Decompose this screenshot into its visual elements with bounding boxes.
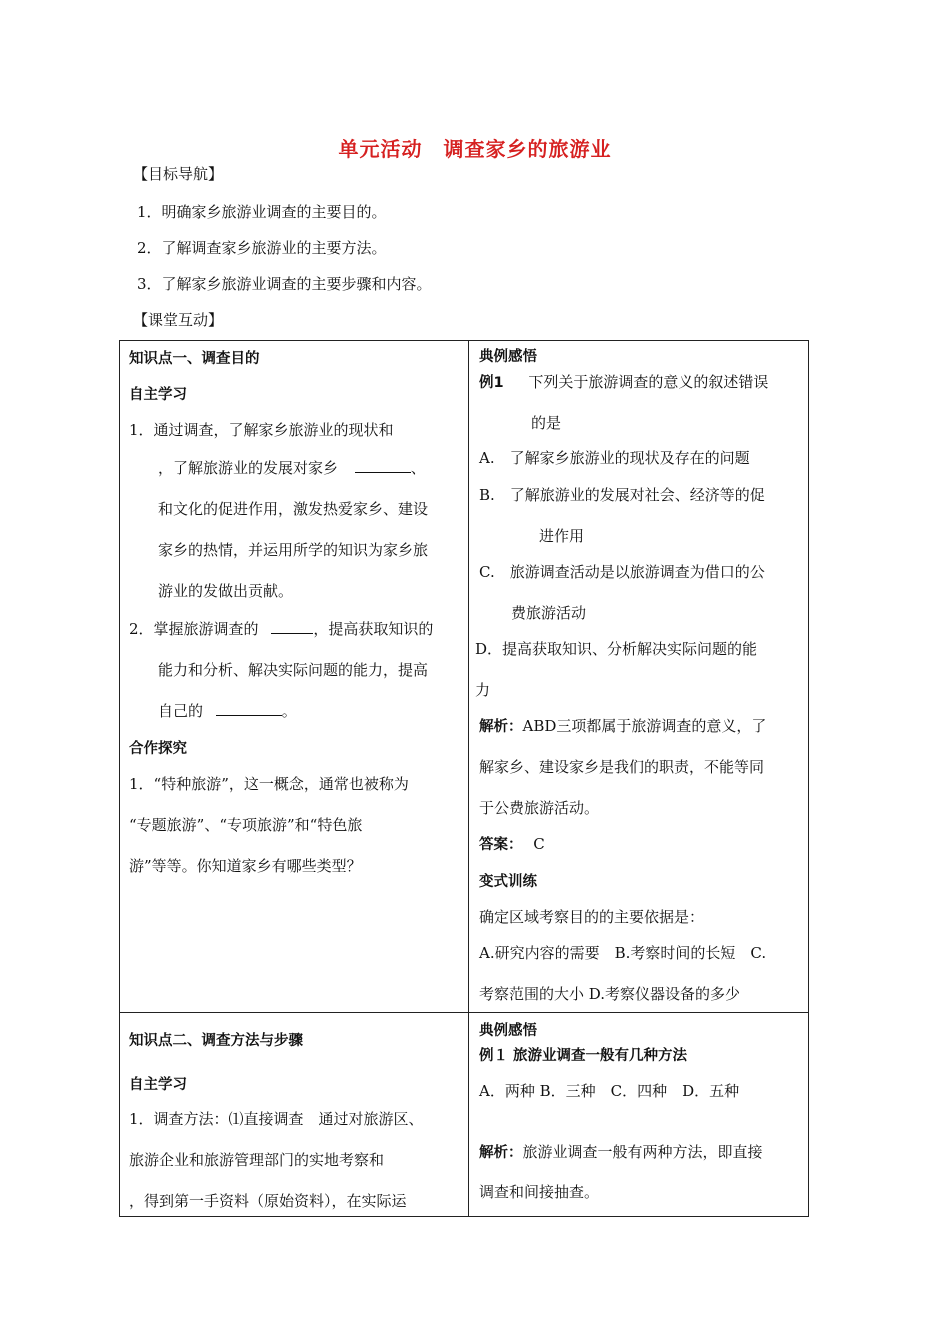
text-line: 能力和分析、解决实际问题的能力，提高 [158,661,429,679]
text-line: ，了解旅游业的发展对家乡 、 [158,459,426,477]
variant-question: 确定区域考察目的的主要依据是： [479,908,705,926]
text-line: 游”等等。你知道家乡有哪些类型？ [129,857,362,875]
option-b-cont: 进作用 [539,527,585,545]
knowledge-point-2-cell [120,1013,469,1217]
text-line: 自己的 。 [158,702,297,720]
example-question-cont: 的是 [531,414,562,432]
self-study-heading: 自主学习 [129,1077,187,1093]
option-c-cont: 费旅游活动 [511,604,587,622]
activity-table [119,340,809,1217]
goal-section-label: 【目标导航】 [133,165,224,183]
fill-blank[interactable] [216,715,282,716]
self-study-heading: 自主学习 [129,387,187,403]
variant-options: A.研究内容的需要 B.考察时间的长短 C. [479,944,767,962]
example-heading: 典例感悟 [479,1023,537,1039]
answer: 答案： C [479,835,545,853]
knowledge-point-2-heading: 知识点二、调查方法与步骤 [129,1033,303,1049]
table-row [120,1013,809,1217]
text-line: 1．通过调查，了解家乡旅游业的现状和 [129,421,394,439]
text-line: “专题旅游”、“专项旅游”和“特色旅 [129,816,363,834]
text-line: 游业的发做出贡献。 [158,582,294,600]
class-section-label: 【课堂互动】 [133,311,224,329]
text-line: 和文化的促进作用，激发热爱家乡、建设 [158,500,429,518]
analysis-cont: 调查和间接抽查。 [479,1183,600,1201]
text-line: 2．掌握旅游调查的 ，提高获取知识的 [129,620,434,638]
analysis: 解析：ABD三项都属于旅游调查的意义，了 [479,717,767,735]
example-cell-1 [469,341,809,1013]
analysis-cont: 解家乡、建设家乡是我们的职责，不能等同 [479,758,765,776]
option-d: D．提高获取知识、分析解决实际问题的能 [475,640,758,658]
analysis: 解析：旅游业调查一般有两种方法，即直接 [479,1143,763,1161]
fill-blank[interactable] [355,472,411,473]
text-line: 1．调查方法：⑴直接调查 通过对旅游区、 [129,1110,424,1128]
text-line: 旅游企业和旅游管理部门的实地考察和 [129,1151,385,1169]
goal-item-3: 3．了解家乡旅游业调查的主要步骤和内容。 [137,275,432,293]
option-d-cont: 力 [475,681,491,699]
option-c: C. 旅游调查活动是以旅游调查为借口的公 [479,563,765,581]
fill-blank[interactable] [271,633,313,634]
goal-item-1: 1．明确家乡旅游业调查的主要目的。 [137,203,387,221]
cooperation-heading: 合作探究 [129,741,187,757]
variant-options-cont: 考察范围的大小 D.考察仪器设备的多少 [479,985,741,1003]
example-question: 例1 下列关于旅游调查的意义的叙述错误 [479,373,769,391]
example-heading: 典例感悟 [479,349,537,365]
page-title: 单元活动 调查家乡的旅游业 [338,137,612,161]
variant-training-heading: 变式训练 [479,874,537,890]
knowledge-point-1-cell [120,341,469,1013]
table-row [120,341,809,1013]
example-question: 例１ 旅游业调查一般有几种方法 [479,1048,688,1064]
example-options: A．两种 B．三种 C．四种 D．五种 [479,1082,740,1100]
text-line: 家乡的热情，并运用所学的知识为家乡旅 [158,541,429,559]
option-a: A. 了解家乡旅游业的现状及存在的问题 [479,449,750,467]
option-b: B. 了解旅游业的发展对社会、经济等的促 [479,486,765,504]
text-line: ，得到第一手资料（原始资料），在实际运 [129,1192,407,1210]
knowledge-point-1-heading: 知识点一、调查目的 [129,351,260,367]
analysis-cont: 于公费旅游活动。 [479,799,600,817]
text-line: 1．“特种旅游”，这一概念，通常也被称为 [129,775,409,793]
goal-item-2: 2．了解调查家乡旅游业的主要方法。 [137,239,387,257]
example-cell-2 [469,1013,809,1217]
